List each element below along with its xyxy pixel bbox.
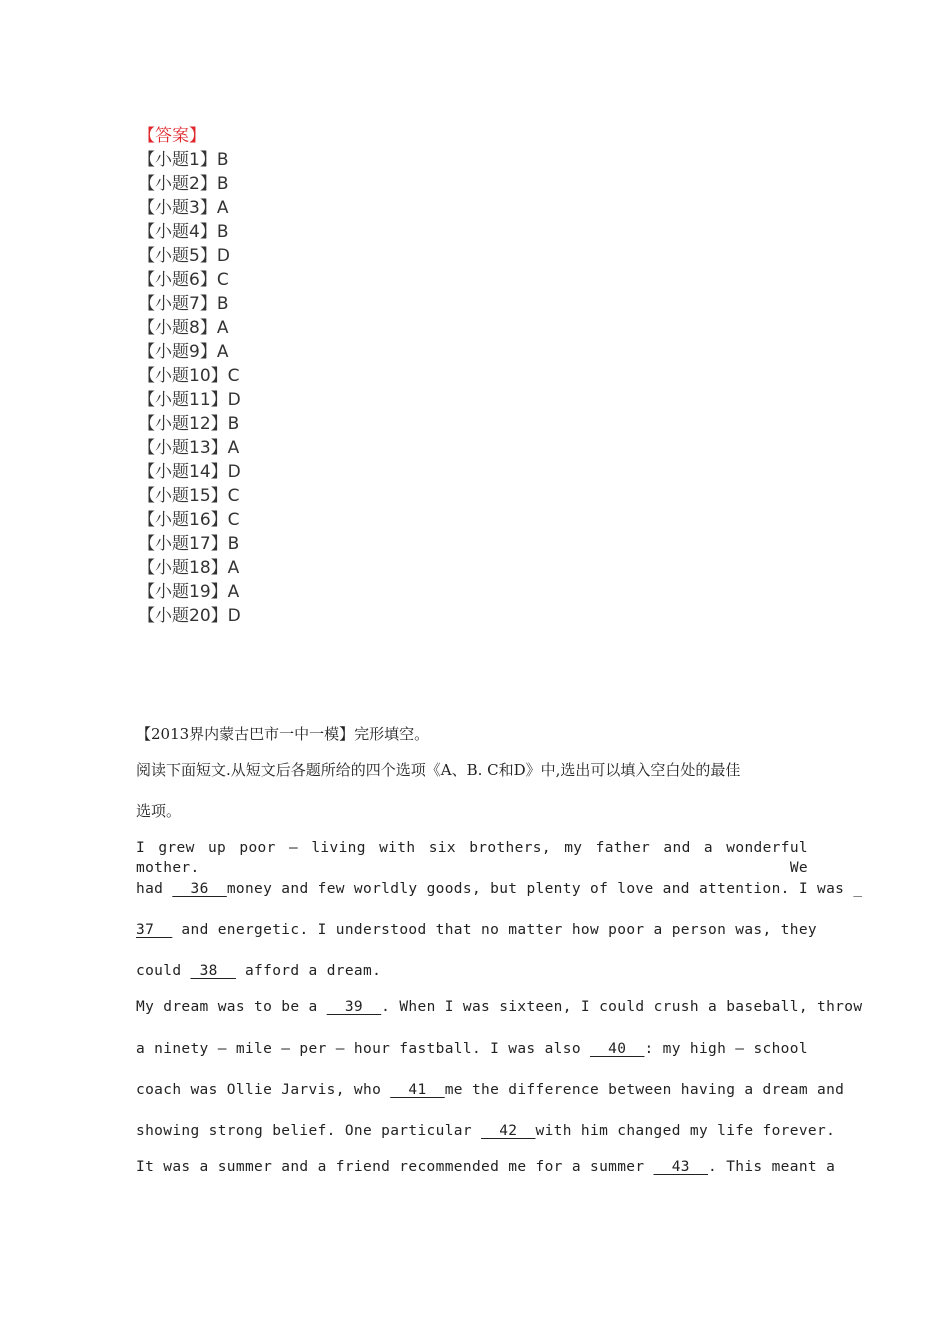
section-instruction-cont: 选项。 <box>136 802 182 820</box>
blank-42: 42 <box>481 1123 536 1139</box>
answer-item: 【小题9】A <box>138 342 229 362</box>
answer-item: 【小题15】C <box>138 486 240 506</box>
answer-item: 【小题16】C <box>138 510 240 530</box>
passage-text: . This meant a <box>708 1159 836 1175</box>
answer-item: 【小题7】B <box>138 294 229 314</box>
answer-item: 【小题19】A <box>138 582 240 602</box>
blank-38: 38 <box>190 963 236 979</box>
answer-item: 【小题8】A <box>138 318 229 338</box>
blank-36: 36 <box>172 881 227 897</box>
passage-line <box>136 920 817 940</box>
passage-text: It was a summer and a friend recommended me for a summer <box>136 1159 654 1175</box>
passage-line <box>136 1157 835 1177</box>
answer-item: 【小题13】A <box>138 438 240 458</box>
passage-line: I grew up poor – living with six brothers, my father and a wonderful mother. We <box>136 840 808 876</box>
answer-key <box>138 124 241 628</box>
passage-text: money and few worldly goods, but plenty of love and attention. I was _ <box>226 881 863 897</box>
passage-text: with him changed my life forever. <box>535 1123 836 1139</box>
answer-item: 【小题6】C <box>138 270 229 290</box>
answer-heading: 【答案】 <box>138 126 206 146</box>
passage-text: coach was Ollie Jarvis, who <box>136 1082 391 1098</box>
passage-text: afford a dream. <box>235 963 382 979</box>
passage-text: : my high – school <box>644 1041 808 1057</box>
blank-40: 40 <box>590 1041 645 1057</box>
passage-line <box>136 1080 844 1100</box>
answer-item: 【小题12】B <box>138 414 240 434</box>
blank-43: 43 <box>653 1159 709 1175</box>
passage-text: me the difference between having a dream and <box>444 1082 845 1098</box>
answer-item: 【小题2】B <box>138 174 229 194</box>
passage-text: a ninety – mile – per – hour fastball. I was also <box>136 1041 590 1057</box>
answer-item: 【小题17】B <box>138 534 240 554</box>
passage-text: could <box>136 963 191 979</box>
section-title: 【2013界内蒙古巴市一中一模】完形填空。 <box>136 725 430 743</box>
passage-text: had <box>136 881 173 897</box>
answer-item: 【小题5】D <box>138 246 230 266</box>
blank-37: 37 <box>136 922 173 938</box>
passage-line <box>136 879 862 899</box>
passage-line <box>136 961 381 981</box>
answer-item: 【小题4】B <box>138 222 229 242</box>
answer-list <box>138 148 241 628</box>
passage-line <box>136 1039 808 1059</box>
blank-39: 39 <box>326 999 382 1015</box>
answer-item: 【小题1】B <box>138 150 229 170</box>
passage-text: and energetic. I understood that no matter how poor a person was, they <box>172 922 817 938</box>
passage-line <box>136 997 862 1017</box>
answer-item: 【小题20】D <box>138 606 241 626</box>
answer-item: 【小题11】D <box>138 390 241 410</box>
answer-item: 【小题3】A <box>138 198 229 218</box>
answer-item: 【小题18】A <box>138 558 240 578</box>
answer-item: 【小题10】C <box>138 366 240 386</box>
section-instruction: 阅读下面短文.从短文后各题所给的四个选项《A、B. C和D》中,选出可以填入空白处的最佳 <box>136 761 741 779</box>
passage-text: My dream was to be a <box>136 999 327 1015</box>
answer-item: 【小题14】D <box>138 462 241 482</box>
passage-line <box>136 1121 835 1141</box>
passage-text: . When I was sixteen, I could crush a baseball, throw <box>381 999 863 1015</box>
passage-text: showing strong belief. One particular <box>136 1123 482 1139</box>
blank-41: 41 <box>390 1082 445 1098</box>
